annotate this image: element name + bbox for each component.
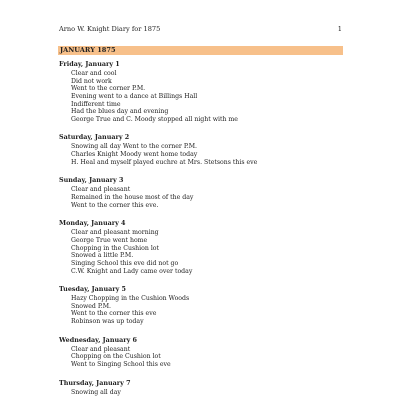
entry-line: Hazy Chopping in the Cushion Woods <box>71 295 190 303</box>
entry-line: Chopping on the Cushion lot <box>71 353 161 361</box>
entry-line: Went to the corner this eve. <box>71 201 159 209</box>
diary-entry <box>59 219 344 275</box>
entry-date: Sunday, January 3 <box>59 176 124 185</box>
entry-line: Singing School this eve did not go <box>71 259 179 267</box>
entry-line: Chopping in the Cushion lot <box>71 244 160 252</box>
entry-lines <box>59 295 344 326</box>
entry-lines <box>59 186 344 209</box>
entry-line: Had the blues day and evening <box>71 108 169 116</box>
diary-entry <box>59 285 344 326</box>
entry-line: Went to the corner this eve <box>71 310 157 318</box>
entry-date: Friday, January 1 <box>59 60 120 68</box>
page-header <box>59 24 344 34</box>
entry-date: Tuesday, January 5 <box>59 285 126 294</box>
entry-line: Remained in the house most of the day <box>71 194 194 202</box>
diary-entry <box>59 336 344 369</box>
entry-line: Charles Knight Moody went home today <box>71 151 198 159</box>
entry-line: Clear and cool <box>71 70 117 77</box>
entry-date: Monday, January 4 <box>59 219 126 228</box>
entry-line: Indifferent time <box>71 100 121 108</box>
page-header-title: Arno W. Knight Diary for 1875 <box>59 25 161 33</box>
entry-line: Clear and pleasant <box>71 186 131 194</box>
entry-line: H. Heal and myself played euchre at Mrs. Stetsons this eve <box>71 158 258 166</box>
entry-line: George True and C. Moody stopped all night with me <box>71 115 238 123</box>
entry-line: Snowed P.M. <box>71 302 112 310</box>
entry-lines <box>59 389 344 397</box>
entry-line: Snowing all day Went to the corner P.M. <box>71 143 197 151</box>
diary-entry <box>59 379 344 397</box>
diary-entries <box>59 58 344 400</box>
entry-line: Snowed a little P.M. <box>71 252 134 260</box>
entry-line: Went to Singing School this eve <box>71 361 171 369</box>
diary-entry <box>59 60 344 123</box>
entry-line: Went to the corner P.M. <box>71 85 146 93</box>
diary-entry <box>59 176 344 209</box>
entry-line: George True went home <box>71 236 148 244</box>
entry-lines <box>59 229 344 275</box>
entry-date: Thursday, January 7 <box>59 378 131 387</box>
entry-line: Clear and pleasant morning <box>71 229 159 237</box>
page-number: 1 <box>337 25 342 33</box>
entry-line: Did not work <box>71 77 112 85</box>
entry-lines <box>59 346 344 369</box>
entry-lines <box>59 143 344 166</box>
entry-line: Clear and pleasant <box>71 345 131 353</box>
entry-line: C.W. Knight and Lady came over today <box>71 267 193 275</box>
diary-entry <box>59 133 344 166</box>
entry-line: Robinson was up today <box>71 318 144 326</box>
entry-date: Saturday, January 2 <box>59 133 130 142</box>
entry-lines <box>59 70 344 123</box>
entry-line: Evening went to a dance at Billings Hall <box>71 92 198 100</box>
entry-date: Wednesday, January 6 <box>59 335 138 344</box>
entry-line: Snowing all day <box>71 388 121 396</box>
month-heading: JANUARY 1875 <box>58 46 343 55</box>
